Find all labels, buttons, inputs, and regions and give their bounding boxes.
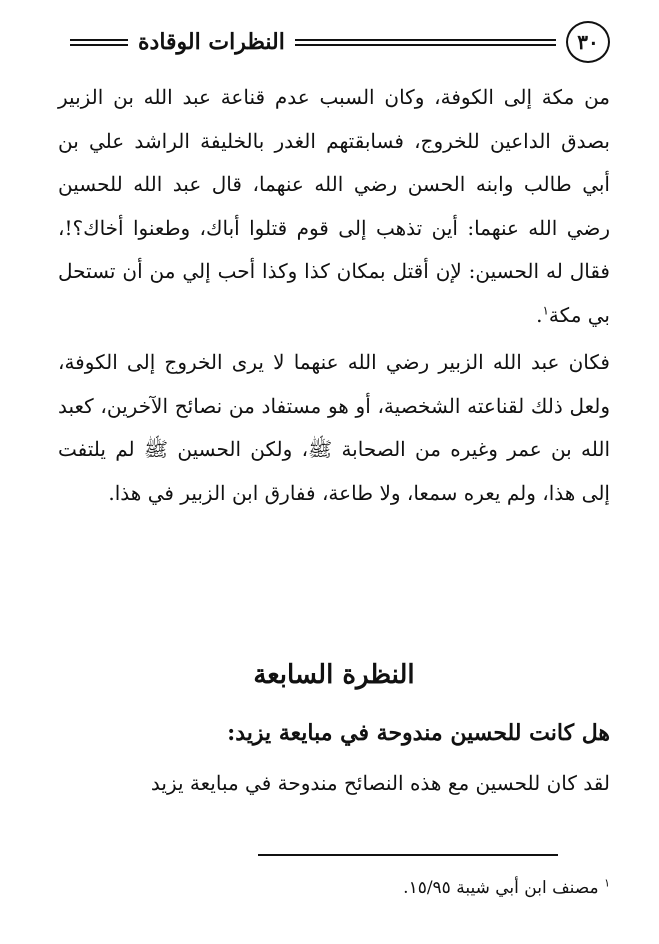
section-paragraph: لقد كان للحسين مع هذه النصائح مندوحة في مبايعة يزيد [150, 771, 610, 795]
footnote-reference[interactable]: ١ [542, 302, 549, 317]
footnote [58, 878, 610, 898]
paragraph: فكان عبد الله الزبير رضي الله عنهما لا يرى الخروج إلى الكوفة، ولعل ذلك لقناعته الشخصية، أو هو مستفاد من نصائح الآخرين، كعبد الله بن عمر وغيره من الصحابة ﷺ، ولكن الحسين ﷺ لم يلتفت إلى هذا، ولم يعره سمعا، ولا طاعة، ففارق ابن الزبير في هذا. [58, 350, 610, 505]
footnote-number: ١ [604, 876, 610, 890]
body-text [58, 76, 610, 515]
footnote-separator [258, 854, 558, 856]
footnote-text: مصنف ابن أبي شيبة ١٥/٩٥. [403, 878, 599, 898]
paragraph-end-punct: . [536, 302, 543, 327]
page-number: ٣٠ [566, 21, 610, 63]
header-rule-short [70, 39, 128, 46]
page-header [70, 22, 610, 62]
paragraph [58, 76, 610, 337]
paragraph-text: من مكة إلى الكوفة، وكان السبب عدم قناعة عبد الله بن الزبير بصدق الداعين للخروج، فسابقتهم الغدر بالخليفة الراشد علي بن أبي طالب وابنه الحسن رضي الله عنهما، قال عبد الله للحسين رضي الله عنهما: أين تذهب إلى قوم قتلوا أباك، وطعنوا أخاك؟!، فقال له الحسين: لإن أقتل بمكان كذا وكذا أحب إلي من أن تستحل بي مكة [58, 85, 610, 327]
section-title: النظرة السابعة [253, 660, 415, 690]
running-title: النظرات الوقادة [138, 29, 285, 55]
header-rule [295, 39, 556, 46]
section-subtitle: هل كانت للحسين مندوحة في مبايعة يزيد: [227, 720, 610, 746]
